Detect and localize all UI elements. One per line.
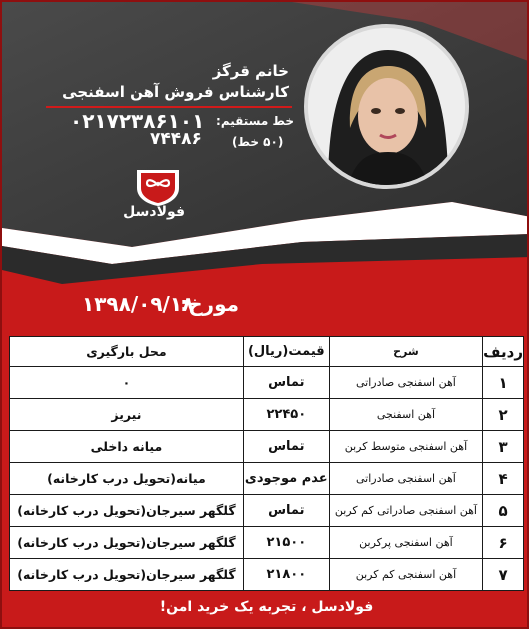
row-desc: آهن اسفنجی پرکربن — [329, 527, 482, 559]
table-header-row — [10, 337, 524, 367]
divider — [46, 106, 292, 108]
row-desc: آهن اسفنجی — [329, 399, 482, 431]
table-row — [10, 431, 524, 463]
row-desc: آهن اسفنجی کم کربن — [329, 559, 482, 591]
row-desc: آهن اسفنجی صادراتی — [329, 463, 482, 495]
brand-logo — [123, 166, 185, 230]
row-idx: ۶ — [483, 527, 524, 559]
row-idx: ۵ — [483, 495, 524, 527]
table-row — [10, 399, 524, 431]
table-row — [10, 559, 524, 591]
row-idx: ۴ — [483, 463, 524, 495]
date-label: مورخ: — [180, 292, 239, 316]
row-desc: آهن اسفنجی صادراتی — [329, 367, 482, 399]
row-idx: ۷ — [483, 559, 524, 591]
extension-number[interactable]: ۷۴۴۸۶ — [150, 129, 202, 149]
header-desc: شرح — [329, 337, 482, 367]
header-price: قیمت(ریال) — [243, 337, 329, 367]
table-row — [10, 495, 524, 527]
row-price: ۲۱۸۰۰ — [243, 559, 329, 591]
table-row — [10, 527, 524, 559]
date-value: ۱۳۹۸/۰۹/۱۸ — [82, 292, 195, 316]
row-idx: ۲ — [483, 399, 524, 431]
table-row — [10, 463, 524, 495]
person-title: کارشناس فروش آهن اسفنجی — [62, 83, 289, 101]
row-idx: ۳ — [483, 431, 524, 463]
shield-icon — [131, 166, 185, 206]
row-place: میانه(تحویل درب کارخانه) — [10, 463, 244, 495]
profile-photo — [304, 24, 469, 189]
phone-number[interactable]: ۰۲۱۷۲۳۸۶۱۰۱ — [70, 109, 205, 133]
table-row — [10, 367, 524, 399]
header-place: محل بارگیری — [10, 337, 244, 367]
row-desc: آهن اسفنجی صادراتی کم کربن — [329, 495, 482, 527]
row-price: تماس — [243, 495, 329, 527]
row-place: نیریز — [10, 399, 244, 431]
row-price: عدم موجودی — [243, 463, 329, 495]
lines-note: (۵۰ خط) — [232, 135, 284, 149]
row-price: تماس — [243, 367, 329, 399]
price-table — [9, 336, 524, 591]
brand-name: فولادسل — [123, 204, 185, 220]
direct-line-label: خط مستقیم: — [216, 114, 294, 128]
row-place: گلگهر سیرجان(تحویل درب کارخانه) — [10, 527, 244, 559]
row-price: تماس — [243, 431, 329, 463]
row-place: گلگهر سیرجان(تحویل درب کارخانه) — [10, 495, 244, 527]
row-place: گلگهر سیرجان(تحویل درب کارخانه) — [10, 559, 244, 591]
person-name: خانم قرگز — [212, 62, 289, 80]
row-price: ۲۲۴۵۰ — [243, 399, 329, 431]
row-place: میانه داخلی — [10, 431, 244, 463]
row-desc: آهن اسفنجی متوسط کربن — [329, 431, 482, 463]
header-idx: ردیف — [483, 337, 524, 367]
row-price: ۲۱۵۰۰ — [243, 527, 329, 559]
row-place: ۰ — [10, 367, 244, 399]
row-idx: ۱ — [483, 367, 524, 399]
slogan: فولادسل ، تجربه یک خرید امن! — [159, 599, 374, 615]
